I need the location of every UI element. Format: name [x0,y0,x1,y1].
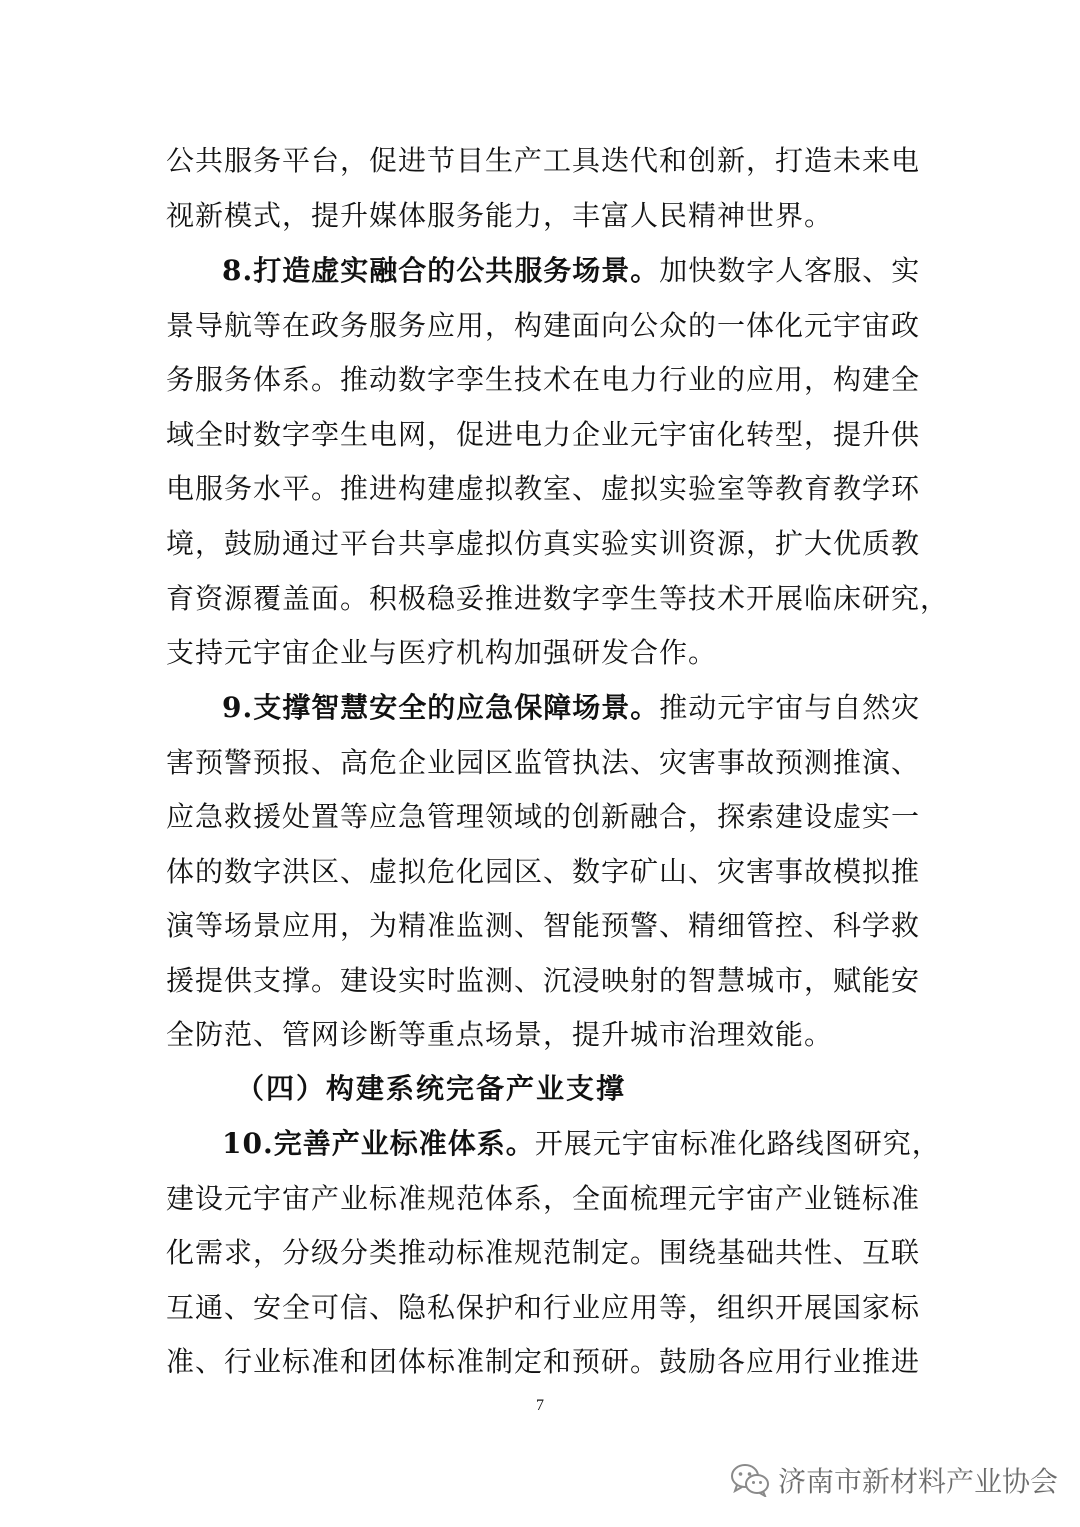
text-line: 育资源覆盖面。积极稳妥推进数字孪生等技术开展临床研究， [166,582,950,615]
text-line: 电服务水平。推进构建虚拟教室、虚拟实验室等教育教学环 [166,472,921,505]
text-line: 害预警预报、高危企业园区监管执法、灾害事故预测推演、 [166,746,921,779]
text-line: 建设元宇宙产业标准规范体系，全面梳理元宇宙产业链标准 [166,1182,921,1215]
text-line: 域全时数字孪生电网，促进电力企业元宇宙化转型，提升供 [166,418,921,451]
item-8-heading: 8.打造虚实融合的公共服务场景。 [222,254,660,287]
text-line: 全防范、管网诊断等重点场景，提升城市治理效能。 [166,1018,834,1051]
paragraph-first-line [222,251,982,291]
text-span: 开展元宇宙标准化路线图研究， [534,1127,941,1160]
paragraph-first-line [222,688,982,728]
text-span: 加快数字人客服、实 [659,254,921,287]
text-line: 准、行业标准和团体标准制定和预研。鼓励各应用行业推进 [166,1345,921,1378]
item-10-heading: 10.完善产业标准体系。 [222,1127,535,1160]
text-line: 支持元宇宙企业与医疗机构加强研发合作。 [166,636,718,669]
text-line: 务服务体系。推动数字孪生技术在电力行业的应用，构建全 [166,363,921,396]
watermark-text: 济南市新材料产业协会 [778,1465,1059,1498]
text-line: 应急救援处置等应急管理领域的创新融合，探索建设虚实一 [166,800,921,833]
text-line: 化需求，分级分类推动标准规范制定。围绕基础共性、互联 [166,1236,921,1269]
text-line: 援提供支撑。建设实时监测、沉浸映射的智慧城市，赋能安 [166,964,921,997]
text-line: 景导航等在政务服务应用，构建面向公众的一体化元宇宙政 [166,309,921,342]
page-number: 7 [536,1397,544,1414]
text-line: 体的数字洪区、虚拟危化园区、数字矿山、灾害事故模拟推 [166,855,921,888]
text-line: 公共服务平台，促进节目生产工具迭代和创新，打造未来电 [166,144,921,177]
text-span: 推动元宇宙与自然灾 [659,691,921,724]
section-heading: （四）构建系统完备产业支撑 [236,1072,627,1105]
watermark [730,1458,1058,1502]
item-9-heading: 9.支撑智慧安全的应急保障场景。 [222,691,660,724]
wechat-icon [730,1463,770,1497]
text-line: 演等场景应用，为精准监测、智能预警、精细管控、科学救 [166,909,921,942]
text-line: 视新模式，提升媒体服务能力，丰富人民精神世界。 [166,199,834,232]
text-line: 互通、安全可信、隐私保护和行业应用等，组织开展国家标 [166,1291,921,1324]
paragraph-first-line [222,1124,982,1164]
text-line: 境，鼓励通过平台共享虚拟仿真实验实训资源，扩大优质教 [166,527,921,560]
